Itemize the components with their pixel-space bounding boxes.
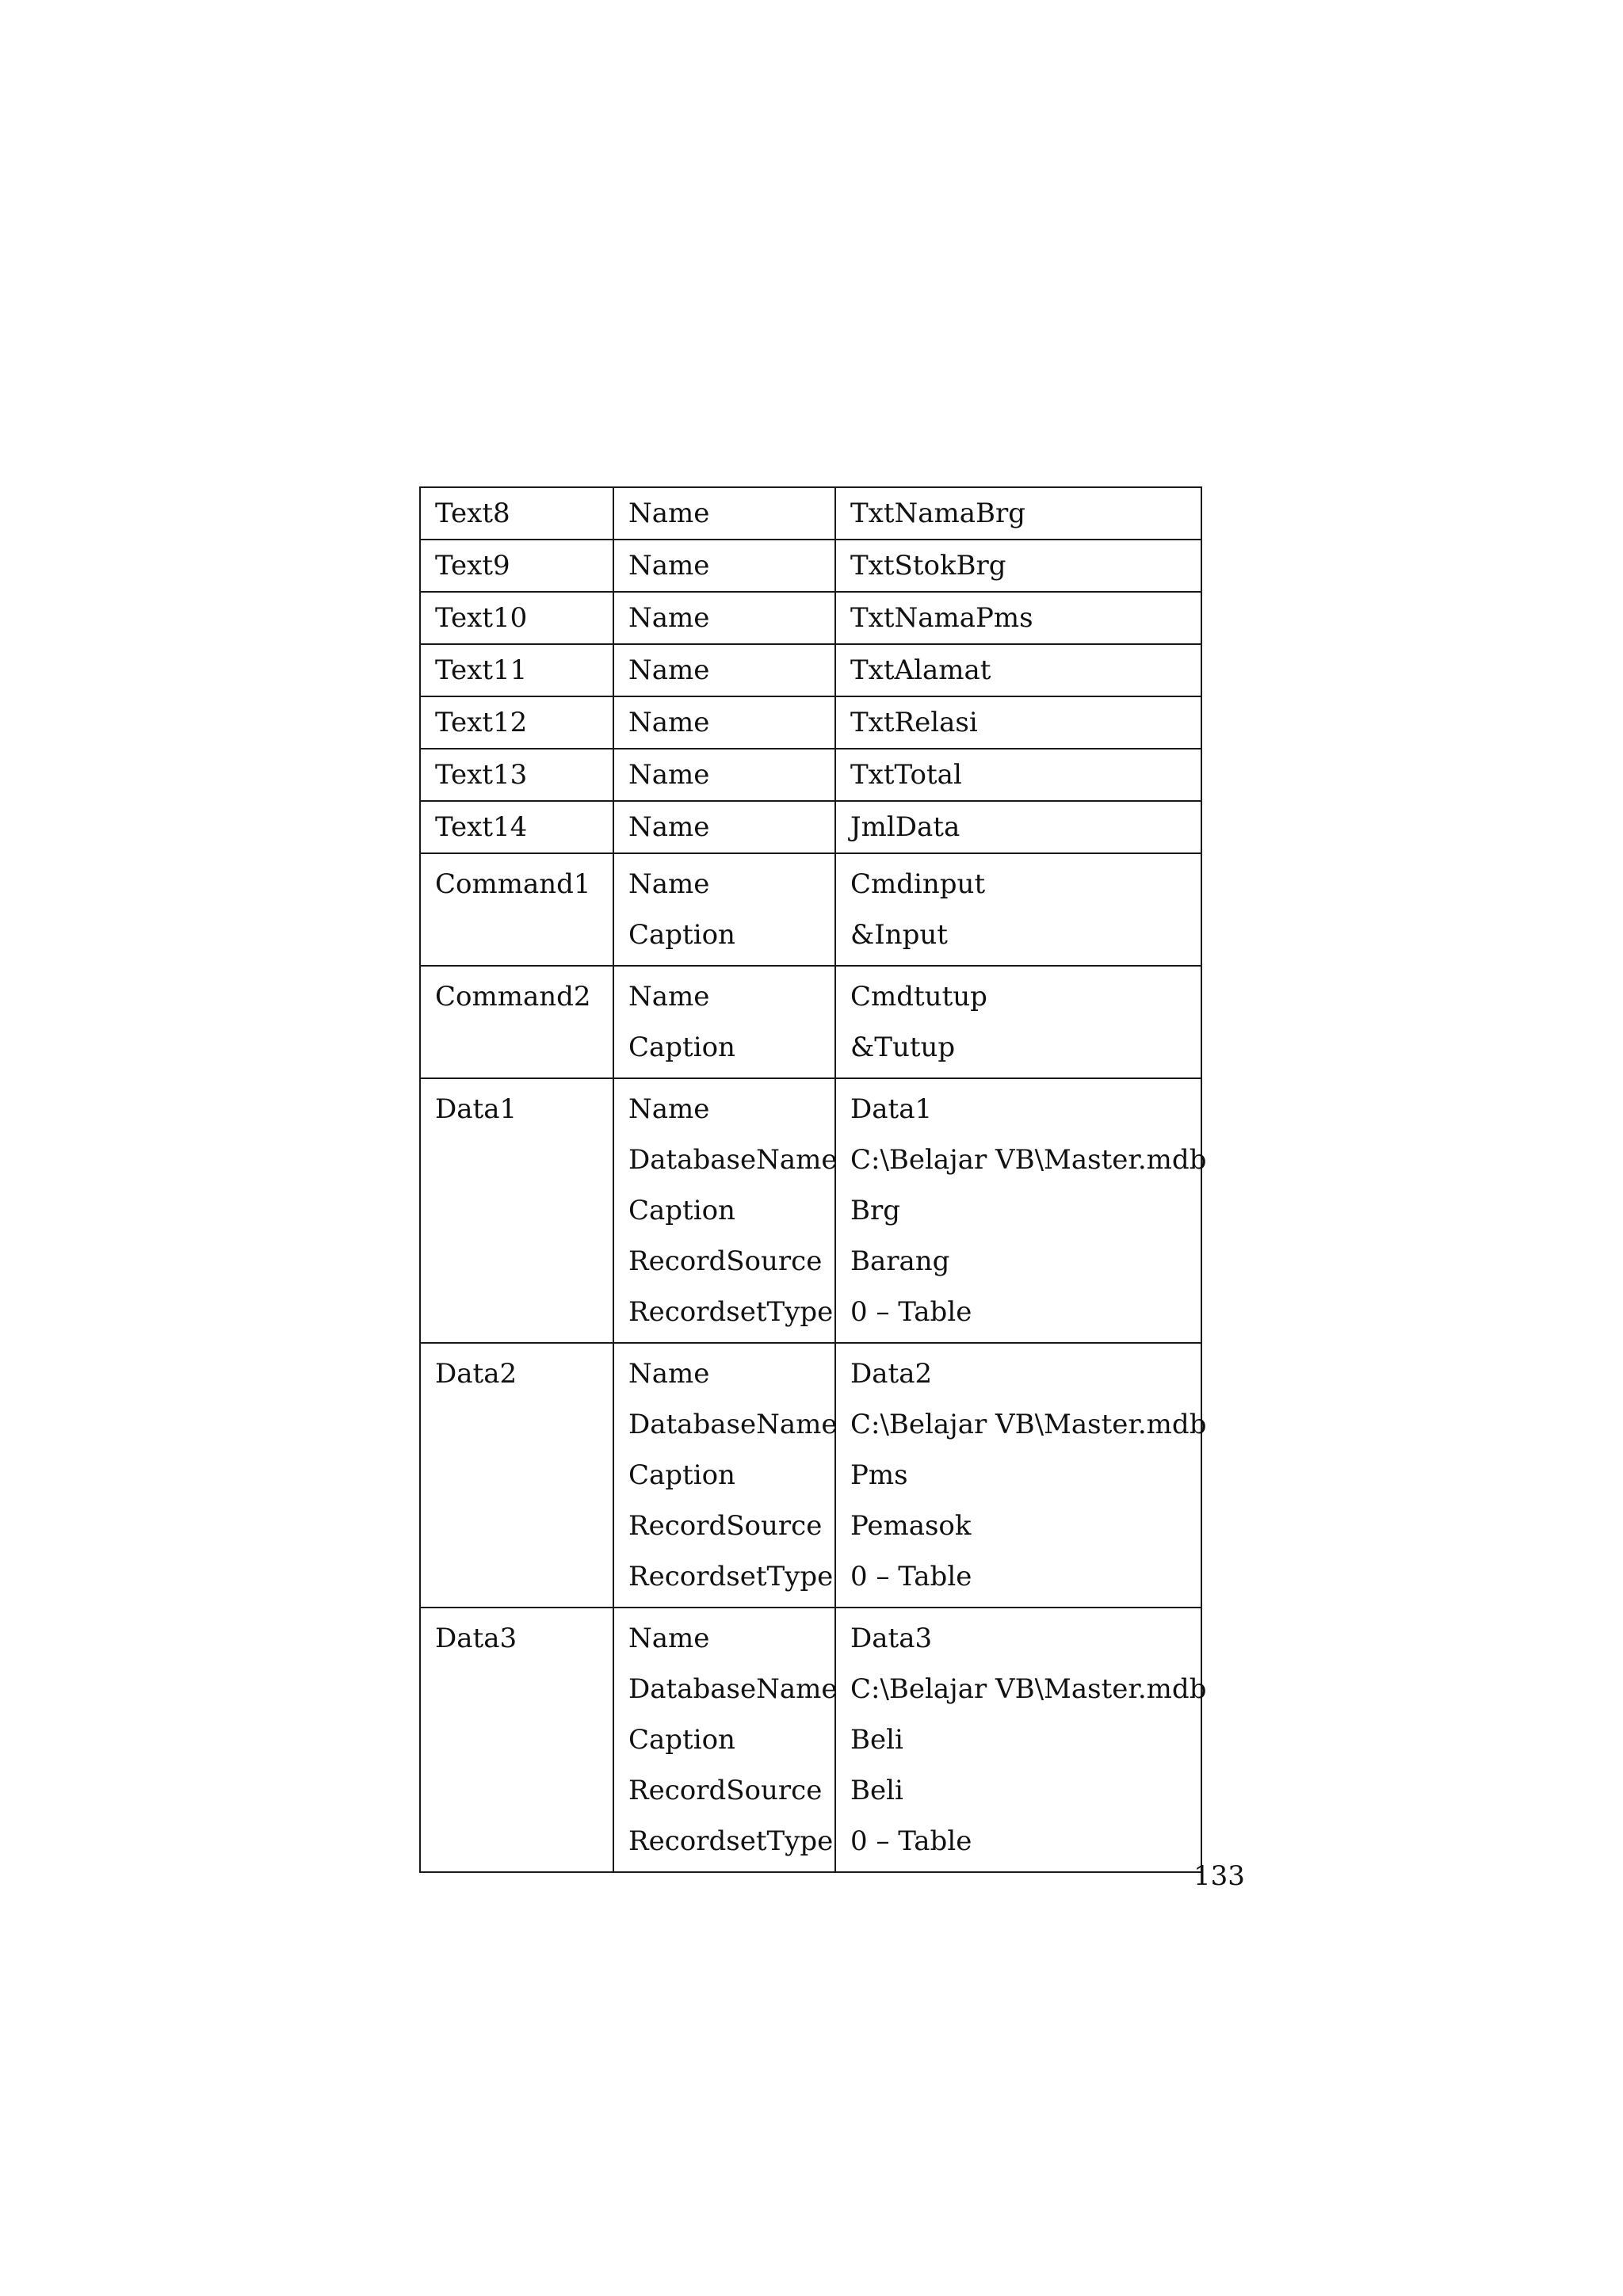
table-row <box>420 801 1201 853</box>
property-cell <box>613 966 835 1078</box>
property-value: Brg <box>850 1195 901 1226</box>
property-cell <box>613 540 835 592</box>
value-cell <box>835 487 1201 540</box>
property-name: RecordSource <box>628 1510 823 1542</box>
properties-table-body <box>420 487 1207 1872</box>
control-name-cell <box>420 966 613 1078</box>
control-name-cell <box>420 696 613 749</box>
control-name-cell <box>420 1343 613 1608</box>
table-row <box>420 644 1201 696</box>
value-cell <box>835 801 1201 853</box>
table-row <box>420 696 1201 749</box>
property-name: Caption <box>628 1459 735 1491</box>
table-row <box>420 749 1201 801</box>
property-name: Name <box>628 654 710 686</box>
property-value: Beli <box>850 1775 903 1806</box>
property-name: Caption <box>628 919 735 951</box>
property-name: Caption <box>628 1724 735 1756</box>
property-cell <box>613 1078 838 1343</box>
control-name-cell <box>420 540 613 592</box>
table-row <box>420 592 1201 644</box>
control-name-cell <box>420 487 613 540</box>
value-cell <box>835 1608 1207 1872</box>
property-name: Caption <box>628 1032 735 1063</box>
value-cell <box>835 966 1201 1078</box>
property-name: Name <box>628 707 710 738</box>
control-name: Text8 <box>435 498 510 529</box>
property-name: Caption <box>628 1195 735 1226</box>
property-value: &Tutup <box>850 1032 956 1063</box>
property-value: TxtRelasi <box>850 707 978 738</box>
property-value: Data3 <box>850 1623 933 1654</box>
control-name-cell <box>420 801 613 853</box>
property-name: DatabaseName <box>628 1673 838 1705</box>
property-name: Name <box>628 868 710 900</box>
property-value: TxtNamaBrg <box>850 498 1026 529</box>
value-cell <box>835 1078 1207 1343</box>
property-value: Pms <box>850 1459 908 1491</box>
property-value: Data2 <box>850 1358 933 1390</box>
property-cell <box>613 1608 838 1872</box>
property-value: Data1 <box>850 1093 933 1125</box>
property-cell <box>613 592 835 644</box>
value-cell <box>835 644 1201 696</box>
property-name: DatabaseName <box>628 1144 838 1176</box>
property-value: Pemasok <box>850 1510 972 1542</box>
property-cell <box>613 487 835 540</box>
table-row <box>420 1343 1201 1608</box>
control-name-cell <box>420 1078 613 1343</box>
page-number: 133 <box>1193 1860 1245 1892</box>
property-value: 0 – Table <box>850 1296 972 1328</box>
table-row <box>420 1608 1201 1872</box>
property-value: C:\Belajar VB\Master.mdb <box>850 1409 1207 1440</box>
property-value: C:\Belajar VB\Master.mdb <box>850 1673 1207 1705</box>
control-name-cell <box>420 592 613 644</box>
value-cell <box>835 1343 1207 1608</box>
property-value: TxtNamaPms <box>850 602 1033 634</box>
property-value: TxtStokBrg <box>850 550 1006 582</box>
control-name: Text11 <box>435 654 528 686</box>
value-cell <box>835 540 1201 592</box>
control-name: Text14 <box>435 811 528 843</box>
property-value: Cmdinput <box>850 868 986 900</box>
control-name: Data3 <box>435 1623 517 1654</box>
table-row <box>420 966 1201 1078</box>
property-value: 0 – Table <box>850 1825 972 1857</box>
property-name: Name <box>628 759 710 791</box>
property-name: Name <box>628 1358 710 1390</box>
property-name: Name <box>628 981 710 1013</box>
control-name: Data2 <box>435 1358 517 1390</box>
property-value: Beli <box>850 1724 903 1756</box>
property-value: &Input <box>850 919 948 951</box>
value-cell <box>835 696 1201 749</box>
table-row <box>420 487 1201 540</box>
control-name: Command2 <box>435 981 591 1013</box>
property-value: 0 – Table <box>850 1561 972 1592</box>
property-cell <box>613 749 835 801</box>
property-name: Name <box>628 498 710 529</box>
property-name: Name <box>628 602 710 634</box>
value-cell <box>835 853 1201 966</box>
value-cell <box>835 749 1201 801</box>
control-name-cell <box>420 749 613 801</box>
property-cell <box>613 1343 838 1608</box>
value-cell <box>835 592 1201 644</box>
control-name: Text9 <box>435 550 510 582</box>
property-name: Name <box>628 1093 710 1125</box>
control-name: Data1 <box>435 1093 517 1125</box>
property-cell <box>613 853 835 966</box>
property-name: DatabaseName <box>628 1409 838 1440</box>
property-cell <box>613 801 835 853</box>
property-name: RecordsetType <box>628 1825 834 1857</box>
table-row <box>420 1078 1201 1343</box>
property-name: RecordsetType <box>628 1296 834 1328</box>
control-name-cell <box>420 644 613 696</box>
table-row <box>420 853 1201 966</box>
control-name: Text13 <box>435 759 528 791</box>
control-name: Command1 <box>435 868 591 900</box>
control-name-cell <box>420 853 613 966</box>
control-name: Text10 <box>435 602 528 634</box>
property-name: Name <box>628 1623 710 1654</box>
property-cell <box>613 644 835 696</box>
property-name: RecordsetType <box>628 1561 834 1592</box>
property-name: Name <box>628 811 710 843</box>
property-value: C:\Belajar VB\Master.mdb <box>850 1144 1207 1176</box>
property-name: RecordSource <box>628 1775 823 1806</box>
table-row <box>420 540 1201 592</box>
property-value: Barang <box>850 1245 950 1277</box>
property-name: Name <box>628 550 710 582</box>
property-name: RecordSource <box>628 1245 823 1277</box>
property-value: TxtTotal <box>850 759 962 791</box>
property-value: JmlData <box>850 811 960 843</box>
properties-table <box>419 486 1207 1873</box>
property-cell <box>613 696 835 749</box>
control-name-cell <box>420 1608 613 1872</box>
property-value: Cmdtutup <box>850 981 987 1013</box>
control-name: Text12 <box>435 707 528 738</box>
property-value: TxtAlamat <box>850 654 991 686</box>
